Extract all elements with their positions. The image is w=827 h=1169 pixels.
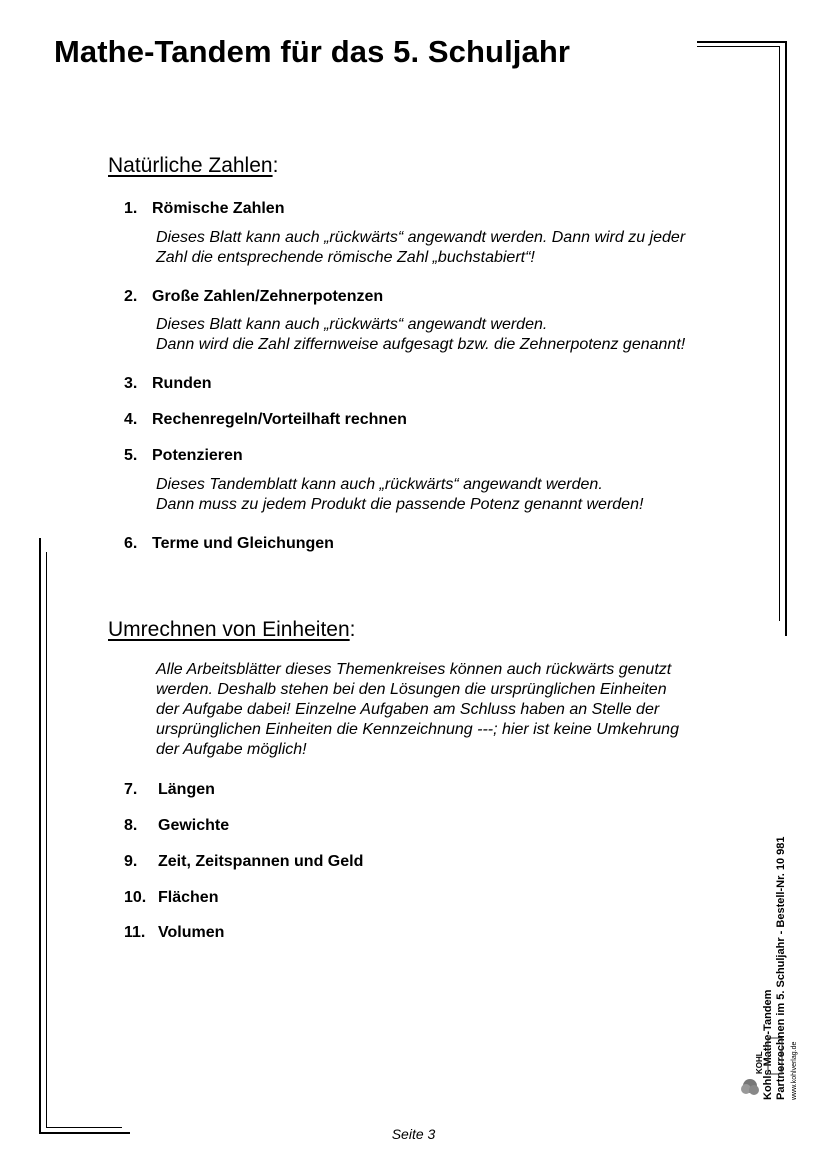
item-note: Dieses Blatt kann auch „rückwärts“ angewandt werden. Dann wird die Zahl ziffernweise aufgesagt bzw. die Zehnerpotenz genannt! bbox=[156, 316, 686, 353]
frame-line bbox=[779, 46, 780, 621]
list-item: 4. Rechenregeln/Vorteilhaft rechnen bbox=[124, 411, 407, 428]
section-heading: Natürliche Zahlen: bbox=[108, 154, 279, 177]
publisher-logo bbox=[740, 1034, 786, 1098]
frame-line bbox=[46, 552, 47, 1128]
page-title: Mathe-Tandem für das 5. Schuljahr bbox=[54, 34, 571, 69]
list-item: 6. Terme und Gleichungen bbox=[124, 535, 334, 552]
frame-line bbox=[697, 41, 787, 43]
item-note: Dieses Tandemblatt kann auch „rückwärts“ angewandt werden. Dann muss zu jedem Produkt die passende Potenz genannt werden! bbox=[156, 476, 644, 513]
frame-line bbox=[785, 41, 787, 636]
list-item: 2. Große Zahlen/Zehnerpotenzen bbox=[124, 288, 384, 305]
frame-line bbox=[39, 538, 41, 1134]
list-item: 11. Volumen bbox=[124, 924, 225, 941]
sidebar-imprint: Kohls Mathe-Tandem Partnerrechnen im 5. Schuljahr - Bestell-Nr. 10 981 www.kohlverlag.de bbox=[762, 836, 798, 1100]
section-heading: Umrechnen von Einheiten: bbox=[108, 618, 356, 641]
list-item: 7. Längen bbox=[124, 781, 215, 798]
list-item: 5. Potenzieren bbox=[124, 447, 243, 464]
item-note: Dieses Blatt kann auch „rückwärts“ angewandt werden. Dann wird zu jeder Zahl die entsprechende römische Zahl „buchstabiert“! bbox=[156, 229, 686, 266]
section-intro: Alle Arbeitsblätter dieses Themenkreises können auch rückwärts genutzt werden. Deshalb stehen bei den Lösungen die ursprünglichen Einheiten der Aufgabe dabei! Einzelne Aufgaben am Schluss haben an Stelle der ursprünglichen Einheiten die Kennzeichnung ---; hier ist keine Umkehrung der Aufgabe möglich! bbox=[156, 661, 679, 758]
svg-text:KOHL: KOHL bbox=[755, 1051, 764, 1074]
list-item: 8. Gewichte bbox=[124, 817, 230, 834]
list-item: 9. Zeit, Zeitspannen und Geld bbox=[124, 853, 364, 870]
list-item: 1. Römische Zahlen bbox=[124, 200, 285, 217]
frame-line bbox=[697, 46, 780, 47]
list-item: 10. Flächen bbox=[124, 889, 219, 906]
list-item: 3. Runden bbox=[124, 375, 212, 392]
page-number: Seite 3 bbox=[391, 1126, 436, 1142]
